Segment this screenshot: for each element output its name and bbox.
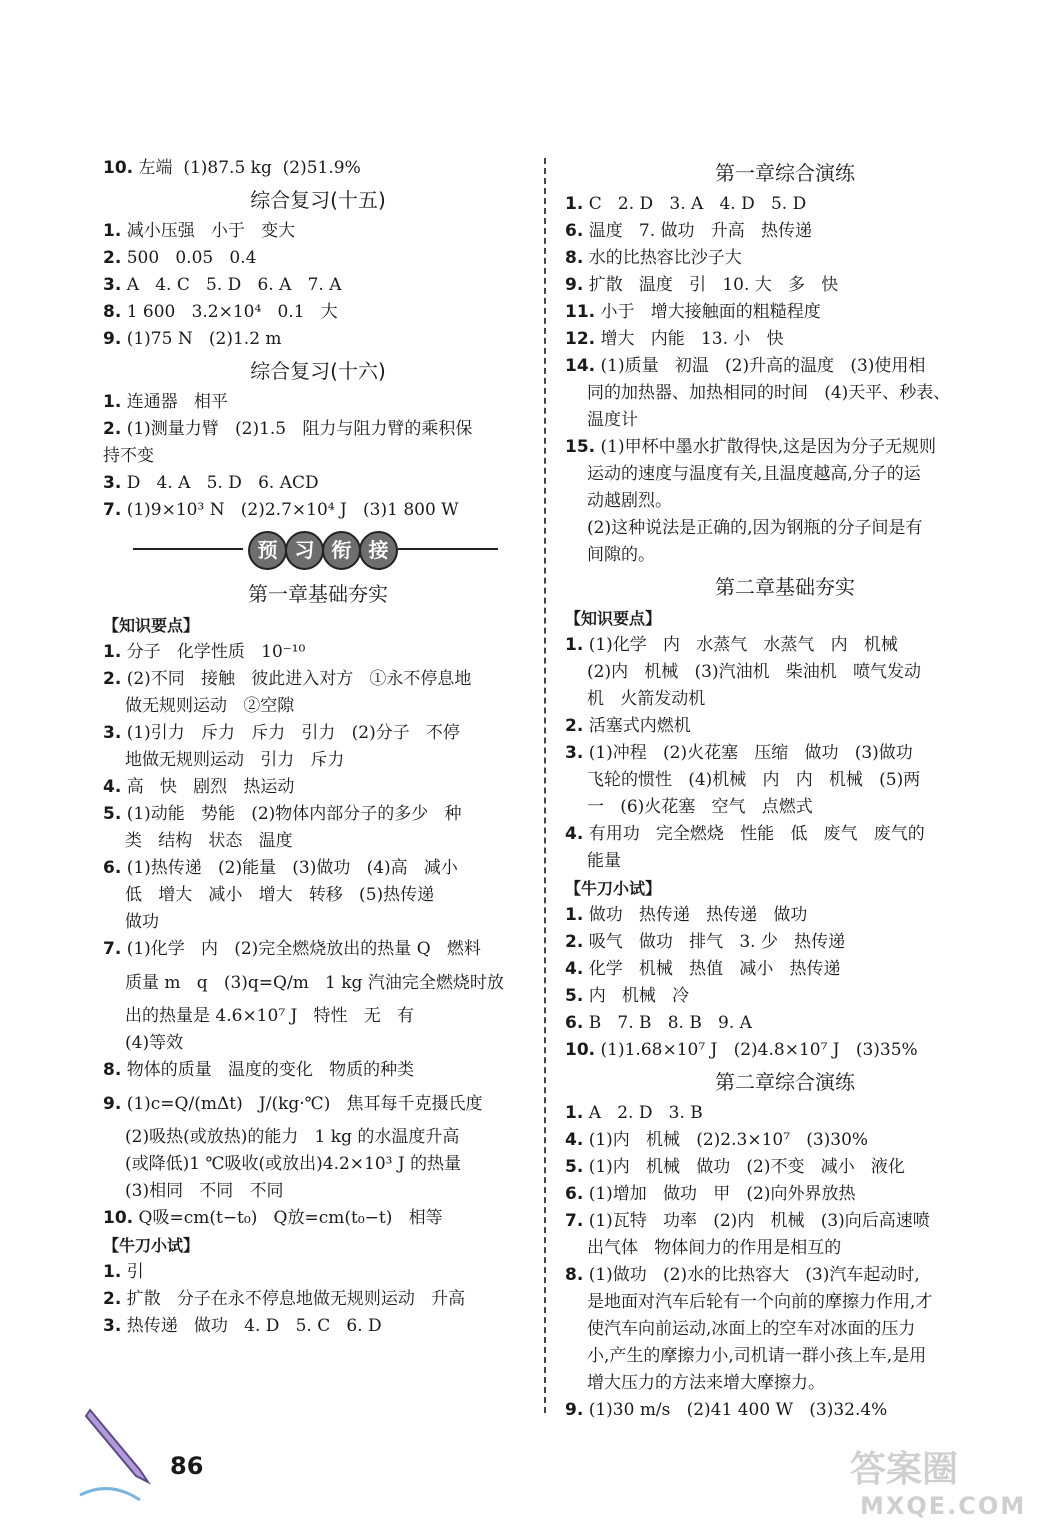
answer-line bbox=[103, 855, 533, 882]
answer-line bbox=[103, 1084, 533, 1124]
answer-line bbox=[103, 272, 533, 299]
question-number: 1. bbox=[565, 194, 584, 214]
section-heading: 综合复习(十五) bbox=[250, 188, 386, 212]
right-column bbox=[565, 155, 1005, 1424]
question-number: 1. bbox=[103, 221, 122, 241]
answer-text: (1)1.68×10⁷ J (2)4.8×10⁷ J (3)35% bbox=[595, 1040, 918, 1060]
question-number: 9. bbox=[565, 1400, 584, 1420]
question-number: 4. bbox=[103, 777, 122, 797]
question-number: 2. bbox=[565, 716, 584, 736]
watermark-url: MXQE.COM bbox=[860, 1492, 1027, 1520]
question-number: 9. bbox=[103, 1094, 122, 1114]
answer-text: C 2. D 3. A 4. D 5. D bbox=[583, 194, 807, 214]
answer-text: 引 bbox=[121, 1262, 144, 1282]
answer-line bbox=[103, 1313, 533, 1340]
question-number: 2. bbox=[103, 419, 122, 439]
page-number: 86 bbox=[170, 1452, 204, 1480]
question-number: 2. bbox=[103, 669, 122, 689]
answer-text: A 4. C 5. D 6. A 7. A bbox=[121, 275, 342, 295]
answer-line bbox=[103, 936, 533, 963]
answer-line bbox=[565, 407, 1005, 434]
question-number: 3. bbox=[103, 723, 122, 743]
section-heading: 第二章综合演练 bbox=[715, 1070, 855, 1094]
question-number: 7. bbox=[565, 1211, 584, 1231]
question-number: 7. bbox=[103, 500, 122, 520]
answer-text: B 7. B 8. B 9. A bbox=[583, 1013, 752, 1033]
answer-line bbox=[565, 713, 1005, 740]
answer-line bbox=[565, 902, 1005, 929]
answer-text: (1)75 N (2)1.2 m bbox=[121, 329, 282, 349]
question-number: 1. bbox=[103, 392, 122, 412]
question-number: 15. bbox=[565, 437, 596, 457]
answer-text: 左端 (1)87.5 kg (2)51.9% bbox=[133, 158, 361, 178]
answer-text: (1)内 机械 (2)2.3×10⁷ (3)30% bbox=[583, 1130, 869, 1150]
answer-text: 同的加热器、加热相同的时间 (4)天平、秒表、 bbox=[587, 383, 951, 403]
answer-line bbox=[565, 1208, 1005, 1235]
answer-text: (1)测量力臂 (2)1.5 阻力与阻力臂的乘积保 bbox=[121, 419, 473, 439]
subsection-tag: 【知识要点】 bbox=[103, 616, 200, 635]
answer-line bbox=[565, 272, 1005, 299]
answer-text: 活塞式内燃机 bbox=[583, 716, 691, 736]
answer-line bbox=[103, 693, 533, 720]
question-number: 5. bbox=[103, 804, 122, 824]
answer-text: (2)这种说法是正确的,因为钢瓶的分子间是有 bbox=[587, 518, 923, 538]
answer-line bbox=[103, 639, 533, 666]
answer-text: 分子 化学性质 10⁻¹⁰ bbox=[121, 642, 306, 662]
answer-text: 出的热量是 4.6×10⁷ J 特性 无 有 bbox=[125, 1006, 414, 1026]
banner-char: 衔 bbox=[322, 531, 361, 570]
answer-line bbox=[565, 1316, 1005, 1343]
answer-line bbox=[103, 747, 533, 774]
answer-line bbox=[103, 1003, 533, 1030]
answer-text: A 2. D 3. B bbox=[583, 1103, 703, 1123]
answer-line bbox=[565, 821, 1005, 848]
question-number: 1. bbox=[565, 1103, 584, 1123]
answer-text: 吸气 做功 排气 3. 少 热传递 bbox=[583, 932, 846, 952]
answer-text: 是地面对汽车后轮有一个向前的摩擦力作用,才 bbox=[587, 1292, 933, 1312]
answer-text: 使汽车向前运动,冰面上的空车对冰面的压力 bbox=[587, 1319, 916, 1339]
answer-text: 内 机械 冷 bbox=[583, 986, 690, 1006]
answer-line bbox=[103, 666, 533, 693]
answer-text: 物体的质量 温度的变化 物质的种类 bbox=[121, 1060, 415, 1080]
question-number: 8. bbox=[565, 1265, 584, 1285]
question-number: 4. bbox=[565, 1130, 584, 1150]
answer-text: 做功 热传递 热传递 做功 bbox=[583, 905, 808, 925]
answer-line bbox=[565, 191, 1005, 218]
answer-text: 质量 m q (3)q=Q/m 1 kg 汽油完全燃烧时放 bbox=[125, 973, 504, 993]
answer-line bbox=[103, 1259, 533, 1286]
answer-line bbox=[565, 794, 1005, 821]
banner-rule-left bbox=[133, 548, 243, 550]
answer-text: (1)动能 势能 (2)物体内部分子的多少 种 bbox=[121, 804, 462, 824]
answer-line bbox=[103, 299, 533, 326]
answer-text: 扩散 分子在永不停息地做无规则运动 升高 bbox=[121, 1289, 466, 1309]
answer-line bbox=[565, 740, 1005, 767]
section-heading: 第二章基础夯实 bbox=[715, 575, 855, 599]
answer-line bbox=[103, 1178, 533, 1205]
question-number: 8. bbox=[103, 1060, 122, 1080]
subsection-tag: 【牛刀小试】 bbox=[103, 1236, 200, 1255]
answer-line bbox=[103, 801, 533, 828]
question-number: 3. bbox=[103, 275, 122, 295]
answer-line bbox=[103, 497, 533, 524]
banner-char: 习 bbox=[285, 531, 324, 570]
question-number: 10. bbox=[565, 1040, 596, 1060]
question-number: 8. bbox=[565, 248, 584, 268]
answer-line bbox=[565, 1235, 1005, 1262]
question-number: 3. bbox=[103, 473, 122, 493]
answer-text: (1)化学 内 水蒸气 水蒸气 内 机械 bbox=[583, 635, 898, 655]
column-divider bbox=[544, 158, 546, 1413]
answer-line bbox=[103, 909, 533, 936]
section-heading: 第一章基础夯实 bbox=[248, 582, 388, 606]
answer-text: (1)30 m/s (2)41 400 W (3)32.4% bbox=[583, 1400, 888, 1420]
question-number: 1. bbox=[103, 642, 122, 662]
answer-text: 间隙的。 bbox=[587, 545, 655, 565]
answer-line bbox=[565, 956, 1005, 983]
answer-line bbox=[103, 443, 533, 470]
answer-text: (2)不同 接触 彼此进入对方 ①永不停息地 bbox=[121, 669, 472, 689]
answer-line bbox=[103, 1124, 533, 1151]
question-number: 6. bbox=[103, 858, 122, 878]
answer-text: (1)冲程 (2)火花塞 压缩 做功 (3)做功 bbox=[583, 743, 913, 763]
answer-line bbox=[565, 380, 1005, 407]
answer-line bbox=[565, 1397, 1005, 1424]
answer-line bbox=[565, 434, 1005, 461]
answer-text: (1)瓦特 功率 (2)内 机械 (3)向后高速喷 bbox=[583, 1211, 930, 1231]
section-banner bbox=[103, 528, 533, 570]
question-number: 4. bbox=[565, 824, 584, 844]
answer-line bbox=[103, 774, 533, 801]
answer-line bbox=[565, 461, 1005, 488]
answer-text: (1)做功 (2)水的比热容大 (3)汽车起动时, bbox=[583, 1265, 920, 1285]
banner-rule-right bbox=[398, 548, 498, 550]
question-number: 2. bbox=[565, 932, 584, 952]
question-number: 1. bbox=[565, 905, 584, 925]
banner-char: 接 bbox=[359, 531, 398, 570]
answer-text: 动越剧烈。 bbox=[587, 491, 672, 511]
answer-line bbox=[103, 389, 533, 416]
question-number: 1. bbox=[565, 635, 584, 655]
answer-line bbox=[103, 720, 533, 747]
watermark-logo: 答案圈 bbox=[850, 1449, 959, 1490]
answer-text: (3)相同 不同 不同 bbox=[125, 1181, 284, 1201]
answer-line bbox=[565, 1154, 1005, 1181]
answer-line bbox=[565, 848, 1005, 875]
answer-line bbox=[565, 632, 1005, 659]
subsection-tag: 【知识要点】 bbox=[565, 609, 662, 628]
answer-line bbox=[103, 1205, 533, 1232]
answer-text: (1)内 机械 做功 (2)不变 减小 液化 bbox=[583, 1157, 905, 1177]
answer-line bbox=[103, 828, 533, 855]
left-column bbox=[103, 155, 533, 1340]
question-number: 3. bbox=[103, 1316, 122, 1336]
answer-text: 水的比热容比沙子大 bbox=[583, 248, 742, 268]
answer-line bbox=[565, 659, 1005, 686]
answer-line bbox=[565, 488, 1005, 515]
answer-text: 做无规则运动 ②空隙 bbox=[125, 696, 295, 716]
answer-line bbox=[565, 1100, 1005, 1127]
answer-line bbox=[565, 1127, 1005, 1154]
question-number: 7. bbox=[103, 939, 122, 959]
answer-text: (4)等效 bbox=[125, 1033, 184, 1053]
answer-line bbox=[565, 1343, 1005, 1370]
answer-line bbox=[103, 416, 533, 443]
question-number: 8. bbox=[103, 302, 122, 322]
banner-char: 预 bbox=[248, 531, 287, 570]
answer-line bbox=[565, 542, 1005, 569]
section-heading: 综合复习(十六) bbox=[250, 359, 386, 383]
answer-line bbox=[565, 1181, 1005, 1208]
question-number: 5. bbox=[565, 1157, 584, 1177]
question-number: 6. bbox=[565, 1013, 584, 1033]
answer-text: (2)内 机械 (3)汽油机 柴油机 喷气发动 bbox=[587, 662, 922, 682]
subsection-tag: 【牛刀小试】 bbox=[565, 879, 662, 898]
question-number: 9. bbox=[103, 329, 122, 349]
question-number: 9. bbox=[565, 275, 584, 295]
question-number: 6. bbox=[565, 221, 584, 241]
answer-text: (1)引力 斥力 斥力 引力 (2)分子 不停 bbox=[121, 723, 460, 743]
answer-text: 一 (6)火花塞 空气 点燃式 bbox=[587, 797, 813, 817]
answer-line bbox=[565, 245, 1005, 272]
question-number: 11. bbox=[565, 302, 596, 322]
answer-text: 连通器 相平 bbox=[121, 392, 228, 412]
answer-text: 化学 机械 热值 减小 热传递 bbox=[583, 959, 841, 979]
question-number: 3. bbox=[565, 743, 584, 763]
answer-text: D 4. A 5. D 6. ACD bbox=[121, 473, 319, 493]
answer-text: 温度 7. 做功 升高 热传递 bbox=[583, 221, 812, 241]
answer-text: Q吸=cm(t−t₀) Q放=cm(t₀−t) 相等 bbox=[133, 1208, 443, 1228]
answer-text: 低 增大 减小 增大 转移 (5)热传递 bbox=[125, 885, 435, 905]
answer-text: 扩散 温度 引 10. 大 多 快 bbox=[583, 275, 839, 295]
answer-text: 500 0.05 0.4 bbox=[121, 248, 257, 268]
answer-line bbox=[565, 1037, 1005, 1064]
answer-line bbox=[103, 1286, 533, 1313]
answer-line bbox=[565, 1010, 1005, 1037]
answer-text: (或降低)1 ℃吸收(或放出)4.2×10³ J 的热量 bbox=[125, 1154, 462, 1174]
answer-text: (1)9×10³ N (2)2.7×10⁴ J (3)1 800 W bbox=[121, 500, 459, 520]
answer-text: 热传递 做功 4. D 5. C 6. D bbox=[121, 1316, 382, 1336]
answer-line bbox=[103, 218, 533, 245]
answer-text: 增大压力的方法来增大摩擦力。 bbox=[587, 1373, 825, 1393]
answer-line bbox=[103, 155, 533, 182]
answer-text: 类 结构 状态 温度 bbox=[125, 831, 293, 851]
answer-text: (1)化学 内 (2)完全燃烧放出的热量 Q 燃料 bbox=[121, 939, 481, 959]
answer-line bbox=[103, 1151, 533, 1178]
answer-line bbox=[103, 1030, 533, 1057]
answer-text: (1)增加 做功 甲 (2)向外界放热 bbox=[583, 1184, 856, 1204]
answer-text: 持不变 bbox=[103, 446, 154, 466]
answer-line bbox=[565, 299, 1005, 326]
question-number: 5. bbox=[565, 986, 584, 1006]
answer-text: (1)热传递 (2)能量 (3)做功 (4)高 减小 bbox=[121, 858, 458, 878]
answer-text: 地做无规则运动 引力 斥力 bbox=[125, 750, 345, 770]
answer-line bbox=[565, 1289, 1005, 1316]
answer-text: 做功 bbox=[125, 912, 159, 932]
question-number: 4. bbox=[565, 959, 584, 979]
answer-text: 小于 增大接触面的粗糙程度 bbox=[595, 302, 821, 322]
answer-text: 出气体 物体间力的作用是相互的 bbox=[587, 1238, 842, 1258]
answer-line bbox=[565, 767, 1005, 794]
question-number: 2. bbox=[103, 248, 122, 268]
question-number: 10. bbox=[103, 158, 134, 178]
answer-text: (1)c=Q/(mΔt) J/(kg·℃) 焦耳每千克摄氏度 bbox=[121, 1094, 483, 1114]
answer-line bbox=[565, 353, 1005, 380]
answer-line bbox=[565, 326, 1005, 353]
section-heading: 第一章综合演练 bbox=[715, 161, 855, 185]
answer-line bbox=[565, 983, 1005, 1010]
answer-text: 能量 bbox=[587, 851, 621, 871]
answer-line bbox=[565, 515, 1005, 542]
answer-text: 飞轮的惯性 (4)机械 内 内 机械 (5)两 bbox=[587, 770, 921, 790]
answer-text: 机 火箭发动机 bbox=[587, 689, 706, 709]
answer-text: 温度计 bbox=[587, 410, 638, 430]
answer-line bbox=[103, 245, 533, 272]
question-number: 14. bbox=[565, 356, 596, 376]
answer-line bbox=[103, 470, 533, 497]
answer-line bbox=[565, 686, 1005, 713]
question-number: 1. bbox=[103, 1262, 122, 1282]
answer-line bbox=[103, 1057, 533, 1084]
answer-line bbox=[565, 218, 1005, 245]
question-number: 12. bbox=[565, 329, 596, 349]
answer-line bbox=[103, 326, 533, 353]
answer-line bbox=[565, 929, 1005, 956]
answer-text: 1 600 3.2×10⁴ 0.1 大 bbox=[121, 302, 338, 322]
answer-text: 小,产生的摩擦力小,司机请一群小孩上车,是用 bbox=[587, 1346, 927, 1366]
question-number: 10. bbox=[103, 1208, 134, 1228]
answer-text: (1)质量 初温 (2)升高的温度 (3)使用相 bbox=[595, 356, 926, 376]
answer-text: 有用功 完全燃烧 性能 低 废气 废气的 bbox=[583, 824, 925, 844]
answer-line bbox=[565, 1262, 1005, 1289]
answer-text: 增大 内能 13. 小 快 bbox=[595, 329, 784, 349]
answer-line bbox=[565, 1370, 1005, 1397]
question-number: 6. bbox=[565, 1184, 584, 1204]
answer-text: 高 快 剧烈 热运动 bbox=[121, 777, 295, 797]
answer-text: 减小压强 小于 变大 bbox=[121, 221, 296, 241]
answer-line bbox=[103, 882, 533, 909]
question-number: 2. bbox=[103, 1289, 122, 1309]
answer-text: (2)吸热(或放热)的能力 1 kg 的水温度升高 bbox=[125, 1127, 460, 1147]
answer-text: 运动的速度与温度有关,且温度越高,分子的运 bbox=[587, 464, 921, 484]
answer-line bbox=[103, 963, 533, 1003]
answer-text: (1)甲杯中墨水扩散得快,这是因为分子无规则 bbox=[595, 437, 937, 457]
